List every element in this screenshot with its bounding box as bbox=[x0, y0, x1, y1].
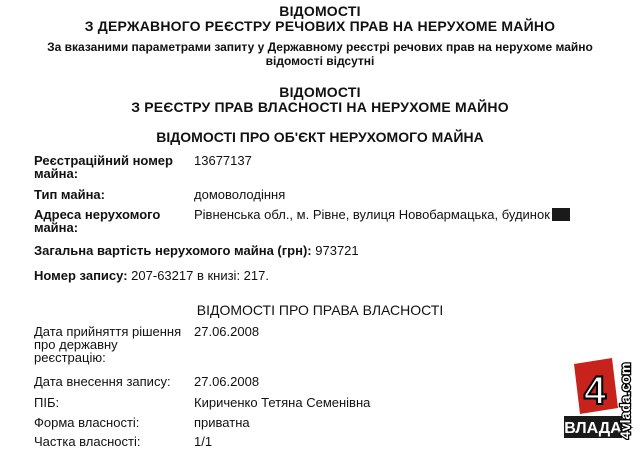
record-row bbox=[34, 268, 269, 283]
logo-brand: ВЛАДА bbox=[564, 420, 622, 437]
title-vidomosti-2: ВІДОМОСТІ bbox=[279, 84, 361, 100]
address-label-1: Адреса нерухомого bbox=[34, 207, 161, 222]
total-cost-value: 973721 bbox=[315, 243, 359, 258]
decision-label-3: реєстрацію: bbox=[34, 350, 106, 365]
form-value: приватна bbox=[194, 415, 250, 430]
reg-number-label-2: майна: bbox=[34, 166, 79, 181]
decision-label-1: Дата прийняття рішення bbox=[34, 324, 182, 339]
decision-value: 27.06.2008 bbox=[194, 324, 260, 339]
record-value: 207-63217 в книзі: 217. bbox=[131, 268, 269, 283]
address-text: Рівненська обл., м. Рівне, вулиця Новобармацька, будинок bbox=[194, 207, 550, 222]
title-state-registry: З ДЕРЖАВНОГО РЕЄСТРУ РЕЧОВИХ ПРАВ НА НЕРУХОМЕ МАЙНО bbox=[84, 18, 556, 34]
name-value: Кириченко Тетяна Семенівна bbox=[194, 395, 371, 410]
total-cost-label: Загальна вартість нерухомого майна (грн): bbox=[34, 243, 312, 258]
reg-number-value: 13677137 bbox=[194, 153, 252, 168]
share-label: Частка власності: bbox=[34, 434, 141, 449]
redaction-block bbox=[552, 208, 570, 221]
reg-number-label-1: Реєстраційний номер bbox=[34, 153, 173, 168]
title-ownership-registry: З РЕЄСТРУ ПРАВ ВЛАСНОСТІ НА НЕРУХОМЕ МАЙНО bbox=[131, 99, 509, 115]
name-label: ПІБ: bbox=[34, 395, 60, 410]
title-vidomosti-1: ВІДОМОСТІ bbox=[279, 3, 361, 19]
logo-number: 4 bbox=[583, 369, 607, 413]
4vlada-site-watermark bbox=[606, 345, 638, 441]
decision-label-2: про державну bbox=[34, 337, 118, 352]
entry-label: Дата внесення запису: bbox=[34, 374, 171, 389]
type-label: Тип майна: bbox=[34, 187, 105, 202]
object-section-heading: ВІДОМОСТІ ПРО ОБ'ЄКТ НЕРУХОМОГО МАЙНА bbox=[156, 129, 484, 145]
share-value: 1/1 bbox=[194, 434, 213, 449]
site-url: 4vlada.com bbox=[617, 362, 633, 439]
address-value bbox=[194, 207, 570, 222]
form-label: Форма власності: bbox=[34, 415, 140, 430]
entry-value: 27.06.2008 bbox=[194, 374, 260, 389]
note-line-2: відомості відсутні bbox=[265, 54, 375, 68]
record-label: Номер запису: bbox=[34, 268, 128, 283]
note-line-1: За вказаними параметрами запиту у Державному реєстрі речових прав на нерухоме майно bbox=[47, 40, 593, 54]
rights-section-heading: ВІДОМОСТІ ПРО ПРАВА ВЛАСНОСТІ bbox=[196, 302, 444, 318]
address-label-2: майна: bbox=[34, 220, 79, 235]
type-value: домоволодіння bbox=[194, 187, 286, 202]
total-cost-row bbox=[34, 243, 359, 258]
